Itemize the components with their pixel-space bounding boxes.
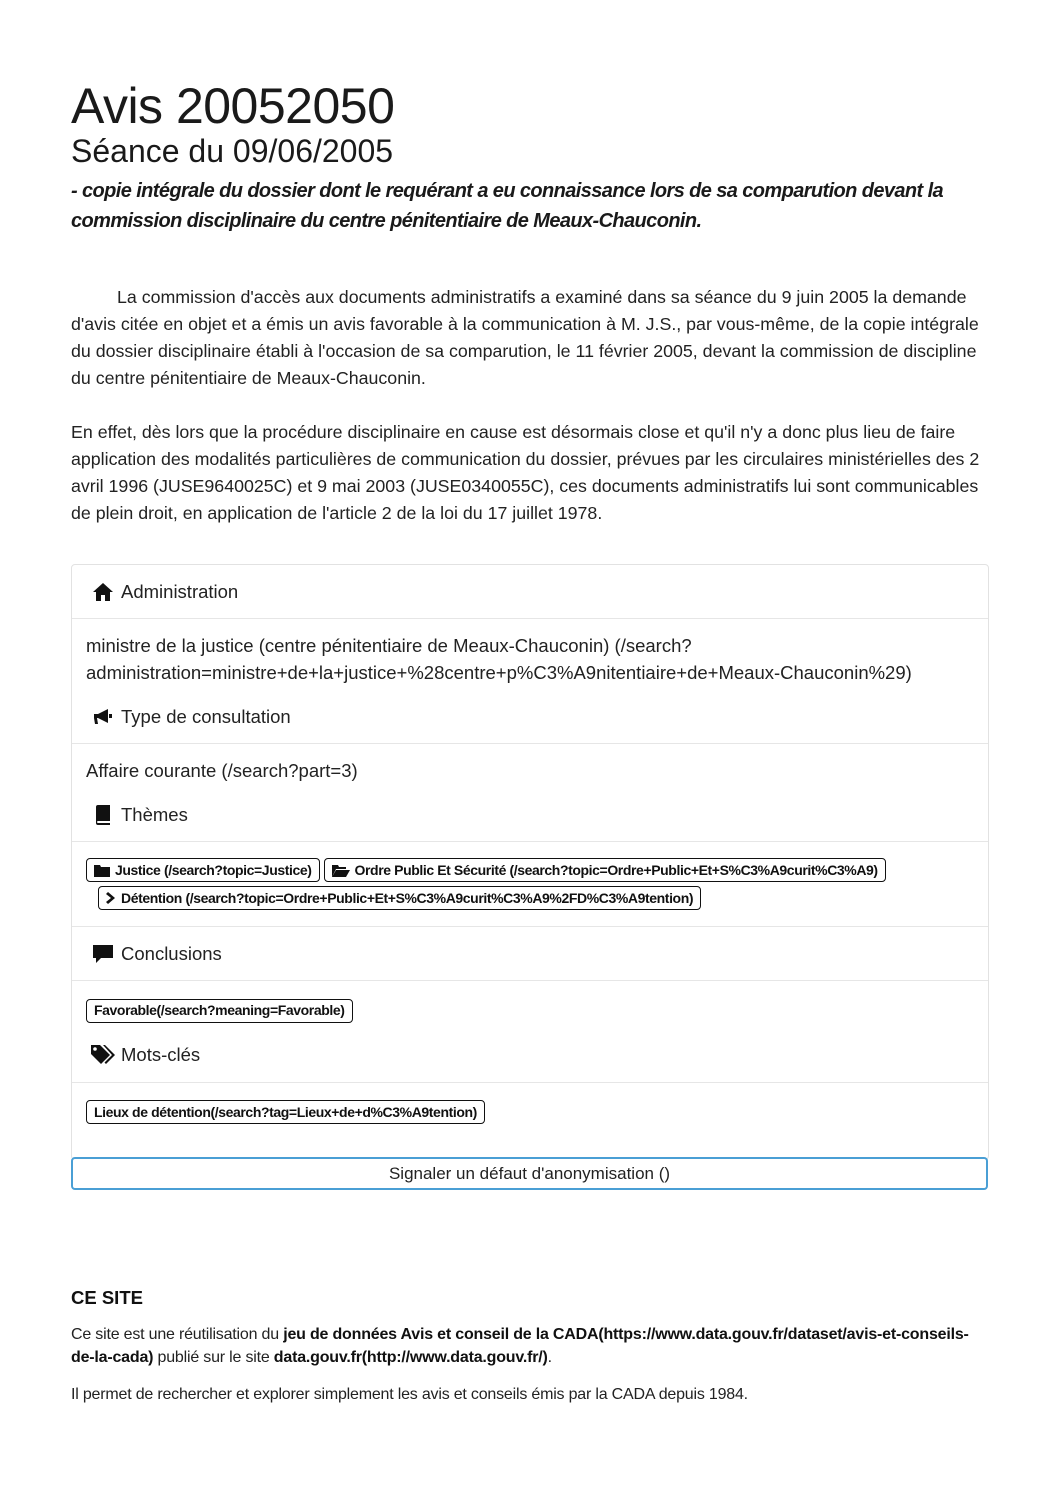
keywords-tags <box>72 1083 988 1127</box>
themes-tags <box>72 842 988 927</box>
theme-tag-detention[interactable]: Détention (/search?topic=Ordre+Public+Et+S%C3%A9curit%C3%A9%2FD%C3%A9tention) <box>98 886 701 910</box>
body-paragraph-1: La commission d'accès aux documents administratifs a examiné dans sa séance du 9 juin 2005 la demande d'avis citée en objet et a émis un avis favorable à la communication à M. J.S., par vous-même, de la copie intégrale du dossier disciplinaire établi à l'occasion de sa comparution, le 11 février 2005, devant la commission de discipline du centre pénitentiaire de Meaux-Chauconin. <box>71 287 979 388</box>
footer-line-2: Il permet de rechercher et explorer simplement les avis et conseils émis par la CADA depuis 1984. <box>71 1386 748 1403</box>
conclusions-heading <box>72 927 988 981</box>
footer-heading: CE SITE <box>71 1287 143 1308</box>
dataset-link[interactable]: jeu de données Avis et conseil de la CADA(https://www.data.gouv.fr/dataset/avis-et-conseils-de-la-cada) <box>71 1326 969 1366</box>
tags-icon <box>91 1045 115 1065</box>
chevron-right-icon <box>106 892 116 904</box>
comment-icon <box>91 944 115 964</box>
keywords-label: Mots-clés <box>121 1044 201 1065</box>
administration-label: Administration <box>121 580 239 602</box>
theme-tag-ordre-public[interactable]: Ordre Public Et Sécurité (/search?topic=Ordre+Public+Et+S%C3%A9curit%C3%A9) <box>324 858 886 882</box>
home-icon <box>91 582 115 602</box>
type-label: Type de consultation <box>121 705 291 727</box>
folder-icon <box>94 864 110 877</box>
folder-open-icon <box>332 864 350 877</box>
type-link[interactable]: Affaire courante (/search?part=3) <box>86 760 358 781</box>
body-paragraph-2: En effet, dès lors que la procédure disciplinaire en cause est désormais close et qu'il n'y a donc plus lieu de faire application des modalités particulières de communication du dossier, prévues par les circulaires ministérielles des 2 avril 1996 (JUSE9640025C) et 9 mai 2003 (JUSE0340055C), ces documents administratifs lui sont communicables de plein droit, en application de l'article 2 de la loi du 17 juillet 1978. <box>71 422 980 523</box>
themes-heading <box>72 788 988 842</box>
details-panel <box>71 564 989 1160</box>
avis-objet: - copie intégrale du dossier dont le requérant a eu connaissance lors de sa comparution devant la commission disciplinaire du centre pénitentiaire de Meaux-Chauconin. <box>71 180 944 232</box>
keyword-tag[interactable]: Lieux de détention(/search?tag=Lieux+de+d%C3%A9tention) <box>86 1100 485 1124</box>
main-content <box>71 80 989 554</box>
data-gouv-link[interactable]: data.gouv.fr(http://www.data.gouv.fr/) <box>273 1349 548 1366</box>
avis-body <box>71 284 989 527</box>
book-icon <box>91 805 115 825</box>
conclusions-tags <box>72 981 988 1029</box>
administration-heading <box>72 565 988 619</box>
conclusions-label: Conclusions <box>121 942 222 964</box>
keywords-heading <box>72 1029 988 1083</box>
seance-date: Séance du 09/06/2005 <box>71 133 394 169</box>
site-footer <box>71 1287 989 1420</box>
page-title: Avis 20052050 <box>71 78 395 134</box>
theme-tag-justice[interactable]: Justice (/search?topic=Justice) <box>86 858 320 882</box>
themes-label: Thèmes <box>121 803 188 825</box>
administration-value <box>72 619 988 690</box>
footer-line-1: Ce site est une réutilisation du jeu de données Avis et conseil de la CADA(https://www.data.gouv.fr/dataset/avis-et-conseils-de-la-cada) publié sur le site data.gouv.fr(http://www.data.gouv.fr/). <box>71 1326 969 1366</box>
administration-link[interactable]: ministre de la justice (centre pénitentiaire de Meaux-Chauconin) (/search?administration=ministre+de+la+justice+%28centre+p%C3%A9nitentiaire+de+Meaux-Chauconin%29) <box>86 635 912 683</box>
type-value <box>72 744 988 788</box>
report-anonymization-button[interactable]: Signaler un défaut d'anonymisation () <box>71 1157 988 1190</box>
type-heading <box>72 690 988 744</box>
conclusion-tag[interactable]: Favorable(/search?meaning=Favorable) <box>86 999 353 1023</box>
megaphone-icon <box>91 707 115 727</box>
